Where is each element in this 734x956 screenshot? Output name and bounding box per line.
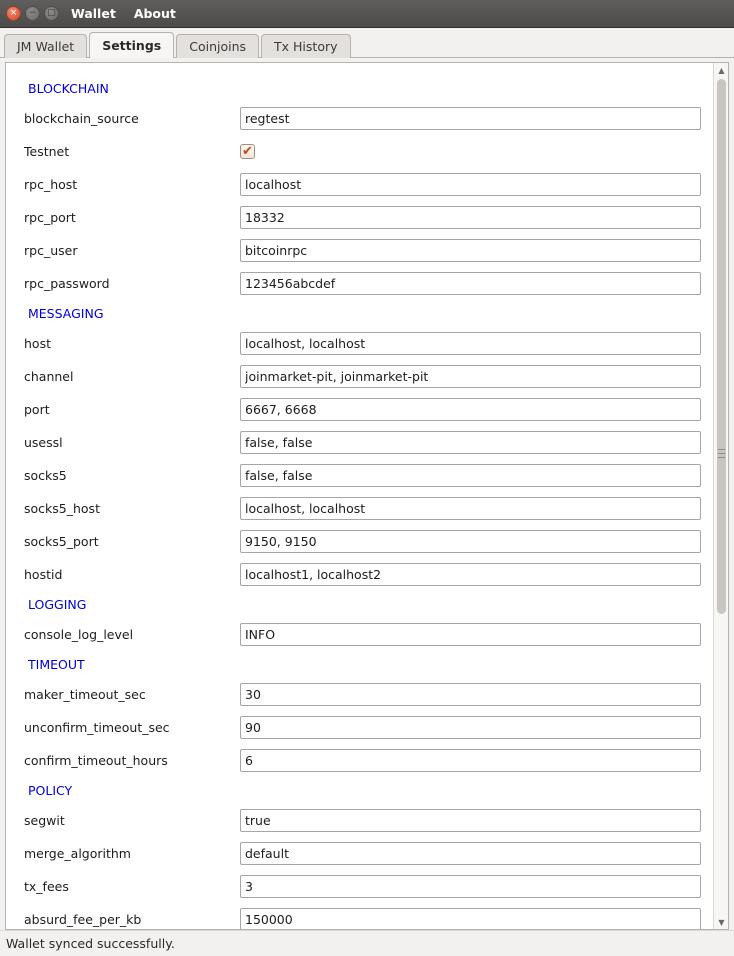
confirm-timeout-hours-input[interactable] — [240, 749, 701, 772]
host-input[interactable] — [240, 332, 701, 355]
setting-row-rpc-password — [20, 267, 711, 300]
setting-row-segwit — [20, 804, 711, 837]
section-header-logging — [20, 591, 711, 618]
setting-label: socks5 — [24, 468, 67, 483]
menu-bar — [69, 4, 178, 23]
setting-label: hostid — [24, 567, 63, 582]
setting-row-merge-algorithm — [20, 837, 711, 870]
setting-row-unconfirm-timeout-sec — [20, 711, 711, 744]
setting-value-cell — [240, 201, 711, 234]
channel-input[interactable] — [240, 365, 701, 388]
setting-value-cell — [240, 234, 711, 267]
setting-value-cell — [240, 870, 711, 903]
blockchain-source-input[interactable] — [240, 107, 701, 130]
segwit-input[interactable] — [240, 809, 701, 832]
setting-value-cell — [240, 558, 711, 591]
settings-table — [20, 75, 711, 929]
absurd-fee-per-kb-input[interactable] — [240, 908, 701, 929]
setting-label: rpc_host — [24, 177, 78, 192]
scrollbar-thumb[interactable] — [717, 79, 726, 614]
setting-value-cell — [240, 327, 711, 360]
rpc-user-input[interactable] — [240, 239, 701, 262]
setting-label: absurd_fee_per_kb — [24, 912, 142, 927]
vertical-scrollbar[interactable] — [713, 63, 728, 929]
status-message: Wallet synced successfully. — [6, 936, 175, 951]
tab-settings[interactable]: Settings — [89, 32, 174, 58]
setting-label: merge_algorithm — [24, 846, 131, 861]
testnet-checkbox[interactable]: ✔ — [240, 144, 255, 159]
usessl-input[interactable] — [240, 431, 701, 454]
setting-label: rpc_user — [24, 243, 78, 258]
setting-row-absurd-fee-per-kb — [20, 903, 711, 929]
setting-label: channel — [24, 369, 74, 384]
setting-label: rpc_password — [24, 276, 110, 291]
tab-jm-wallet[interactable]: JM Wallet — [4, 34, 87, 58]
rpc-host-input[interactable] — [240, 173, 701, 196]
setting-value-cell — [240, 426, 711, 459]
window-controls — [6, 6, 59, 21]
socks5-input[interactable] — [240, 464, 701, 487]
setting-row-blockchain-source — [20, 102, 711, 135]
merge-algorithm-input[interactable] — [240, 842, 701, 865]
minimize-window-button[interactable]: − — [25, 6, 40, 21]
scrollbar-grip-icon — [718, 449, 725, 450]
setting-label: socks5_port — [24, 534, 99, 549]
setting-label: rpc_port — [24, 210, 76, 225]
tab-tx-history[interactable]: Tx History — [261, 34, 350, 58]
tab-coinjoins[interactable]: Coinjoins — [176, 34, 259, 58]
section-header-policy — [20, 777, 711, 804]
setting-row-channel — [20, 360, 711, 393]
socks5-port-input[interactable] — [240, 530, 701, 553]
port-input[interactable] — [240, 398, 701, 421]
tx-fees-input[interactable] — [240, 875, 701, 898]
setting-row-host — [20, 327, 711, 360]
status-bar — [0, 930, 734, 956]
setting-row-rpc-host — [20, 168, 711, 201]
setting-label: port — [24, 402, 50, 417]
close-window-button[interactable]: × — [6, 6, 21, 21]
setting-row-socks5-port — [20, 525, 711, 558]
setting-label: maker_timeout_sec — [24, 687, 146, 702]
setting-row-rpc-user — [20, 234, 711, 267]
scroll-down-arrow-icon[interactable]: ▼ — [718, 917, 725, 927]
section-title: POLICY — [28, 783, 73, 798]
section-title: LOGGING — [28, 597, 87, 612]
setting-value-cell — [240, 135, 711, 168]
section-header-messaging — [20, 300, 711, 327]
console-log-level-input[interactable] — [240, 623, 701, 646]
setting-value-cell — [240, 678, 711, 711]
setting-label: unconfirm_timeout_sec — [24, 720, 170, 735]
setting-row-tx-fees — [20, 870, 711, 903]
setting-row-hostid — [20, 558, 711, 591]
setting-row-usessl — [20, 426, 711, 459]
setting-value-cell — [240, 711, 711, 744]
setting-row-console-log-level — [20, 618, 711, 651]
setting-row-maker-timeout-sec — [20, 678, 711, 711]
socks5-host-input[interactable] — [240, 497, 701, 520]
setting-row-port — [20, 393, 711, 426]
setting-value-cell — [240, 459, 711, 492]
setting-label: host — [24, 336, 51, 351]
scrollbar-grip-icon — [718, 453, 725, 454]
section-title: BLOCKCHAIN — [28, 81, 109, 96]
setting-value-cell — [240, 102, 711, 135]
setting-row-testnet — [20, 135, 711, 168]
setting-row-confirm-timeout-hours — [20, 744, 711, 777]
menu-item-wallet[interactable]: Wallet — [71, 6, 116, 21]
setting-value-cell — [240, 744, 711, 777]
setting-value-cell — [240, 267, 711, 300]
setting-label: usessl — [24, 435, 63, 450]
section-title: MESSAGING — [28, 306, 104, 321]
tab-bar — [0, 28, 734, 58]
setting-value-cell — [240, 903, 711, 929]
section-title: TIMEOUT — [28, 657, 85, 672]
setting-label: console_log_level — [24, 627, 134, 642]
settings-form — [6, 63, 713, 929]
setting-row-rpc-port — [20, 201, 711, 234]
setting-value-cell — [240, 837, 711, 870]
setting-value-cell — [240, 618, 711, 651]
rpc-password-input[interactable] — [240, 272, 701, 295]
unconfirm-timeout-sec-input[interactable] — [240, 716, 701, 739]
section-header-timeout — [20, 651, 711, 678]
menu-item-about[interactable]: About — [133, 6, 176, 21]
setting-value-cell — [240, 393, 711, 426]
setting-label: socks5_host — [24, 501, 100, 516]
title-bar — [0, 0, 734, 28]
setting-value-cell — [240, 525, 711, 558]
setting-value-cell — [240, 168, 711, 201]
setting-value-cell — [240, 360, 711, 393]
setting-label: Testnet — [24, 144, 70, 159]
hostid-input[interactable] — [240, 563, 701, 586]
maximize-window-button[interactable]: □ — [44, 6, 59, 21]
setting-value-cell — [240, 804, 711, 837]
content-area — [0, 58, 734, 930]
setting-label: confirm_timeout_hours — [24, 753, 168, 768]
settings-panel — [5, 62, 729, 930]
setting-label: blockchain_source — [24, 111, 139, 126]
setting-row-socks5-host — [20, 492, 711, 525]
setting-label: tx_fees — [24, 879, 69, 894]
rpc-port-input[interactable] — [240, 206, 701, 229]
setting-row-socks5 — [20, 459, 711, 492]
setting-value-cell — [240, 492, 711, 525]
setting-label: segwit — [24, 813, 65, 828]
section-header-blockchain — [20, 75, 711, 102]
scrollbar-grip-icon — [718, 457, 725, 458]
maker-timeout-sec-input[interactable] — [240, 683, 701, 706]
scroll-up-arrow-icon[interactable]: ▲ — [718, 65, 725, 75]
